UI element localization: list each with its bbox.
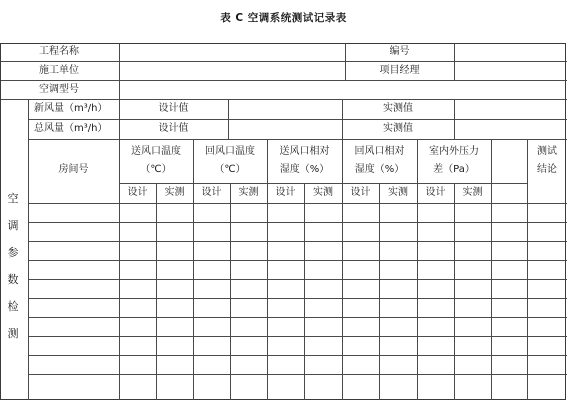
total-air-measured-label: 实测值: [383, 123, 413, 134]
column-divider: [527, 139, 528, 400]
row-divider: [28, 260, 567, 261]
supply-temp-unit: （℃）: [140, 164, 172, 175]
record-table: [0, 43, 566, 400]
return-humidity-measured-header: 实测: [388, 187, 408, 198]
row-divider: [28, 119, 567, 120]
section-label-char: 调: [7, 219, 19, 232]
ac-model-label: 空调型号: [39, 84, 79, 95]
return-temp-design-header: 设计: [201, 187, 222, 198]
total-air-volume-label: 总风量（m³/h）: [34, 123, 108, 134]
section-label-char: 测: [7, 327, 19, 340]
row-divider: [28, 317, 567, 318]
row-divider: [28, 374, 567, 375]
conclusion-header: 测试: [537, 146, 557, 157]
project-name-label: 工程名称: [39, 46, 79, 57]
return-humidity-header: 回风口相对: [354, 146, 405, 157]
room-number-header: 房间号: [58, 164, 89, 175]
row-divider: [28, 355, 567, 356]
row-divider: [28, 222, 567, 223]
return-humidity-design-header: 设计: [350, 187, 371, 198]
row-divider: [28, 336, 567, 337]
section-label-ac-parameter-test: [6, 192, 20, 340]
construction-unit-label: 施工单位: [39, 65, 79, 76]
row-divider: [28, 279, 567, 280]
column-divider: [454, 183, 455, 400]
row-divider: [1, 61, 567, 62]
row-divider: [28, 241, 567, 242]
supply-temp-design-header: 设计: [127, 187, 148, 198]
column-divider: [228, 99, 229, 139]
supply-humidity-measured-header: 实测: [313, 187, 333, 198]
column-divider: [454, 99, 455, 139]
row-divider: [28, 298, 567, 299]
supply-humidity-design-header: 设计: [275, 187, 296, 198]
return-temp-header: 回风口温度: [205, 146, 255, 157]
column-divider: [454, 44, 455, 80]
conclusion-header-line2: 结论: [537, 164, 557, 175]
row-divider: [119, 183, 527, 184]
column-divider: [193, 139, 194, 400]
supply-temp-measured-header: 实测: [164, 187, 185, 198]
pressure-diff-unit: 差（Pa）: [433, 164, 475, 175]
pressure-diff-design-header: 设计: [425, 187, 446, 198]
row-divider: [1, 99, 567, 100]
pressure-diff-measured-header: 实测: [462, 187, 483, 198]
column-divider: [491, 139, 492, 400]
row-divider: [1, 80, 567, 81]
column-divider: [119, 44, 120, 400]
document-title: 表 C 空调系统测试记录表: [220, 12, 347, 24]
fresh-air-volume-label: 新风量（m³/h）: [34, 103, 108, 114]
total-air-design-label: 设计值: [158, 123, 189, 134]
section-label-char: 检: [7, 300, 19, 313]
supply-humidity-unit: 湿度（%）: [279, 164, 330, 175]
fresh-air-measured-label: 实测值: [383, 103, 413, 114]
column-divider: [379, 183, 380, 400]
project-manager-label: 项目经理: [379, 65, 420, 76]
number-label: 编号: [389, 46, 410, 57]
return-temp-unit: （℃）: [214, 164, 246, 175]
column-divider: [267, 139, 268, 400]
column-divider: [230, 183, 231, 400]
pressure-diff-header: 室内外压力: [429, 146, 479, 157]
column-divider: [342, 139, 343, 400]
supply-temp-header: 送风口温度: [131, 146, 181, 157]
section-label-char: 数: [7, 273, 19, 286]
row-divider: [28, 139, 567, 140]
supply-humidity-header: 送风口相对: [279, 146, 330, 157]
fresh-air-design-label: 设计值: [158, 103, 189, 114]
section-label-char: 空: [7, 192, 19, 205]
column-divider: [156, 183, 157, 400]
row-divider: [28, 203, 567, 204]
column-divider: [417, 139, 418, 400]
return-temp-measured-header: 实测: [238, 187, 259, 198]
column-divider: [304, 183, 305, 400]
section-label-char: 参: [7, 246, 19, 259]
return-humidity-unit: 湿度（%）: [354, 164, 405, 175]
column-divider: [28, 99, 29, 400]
